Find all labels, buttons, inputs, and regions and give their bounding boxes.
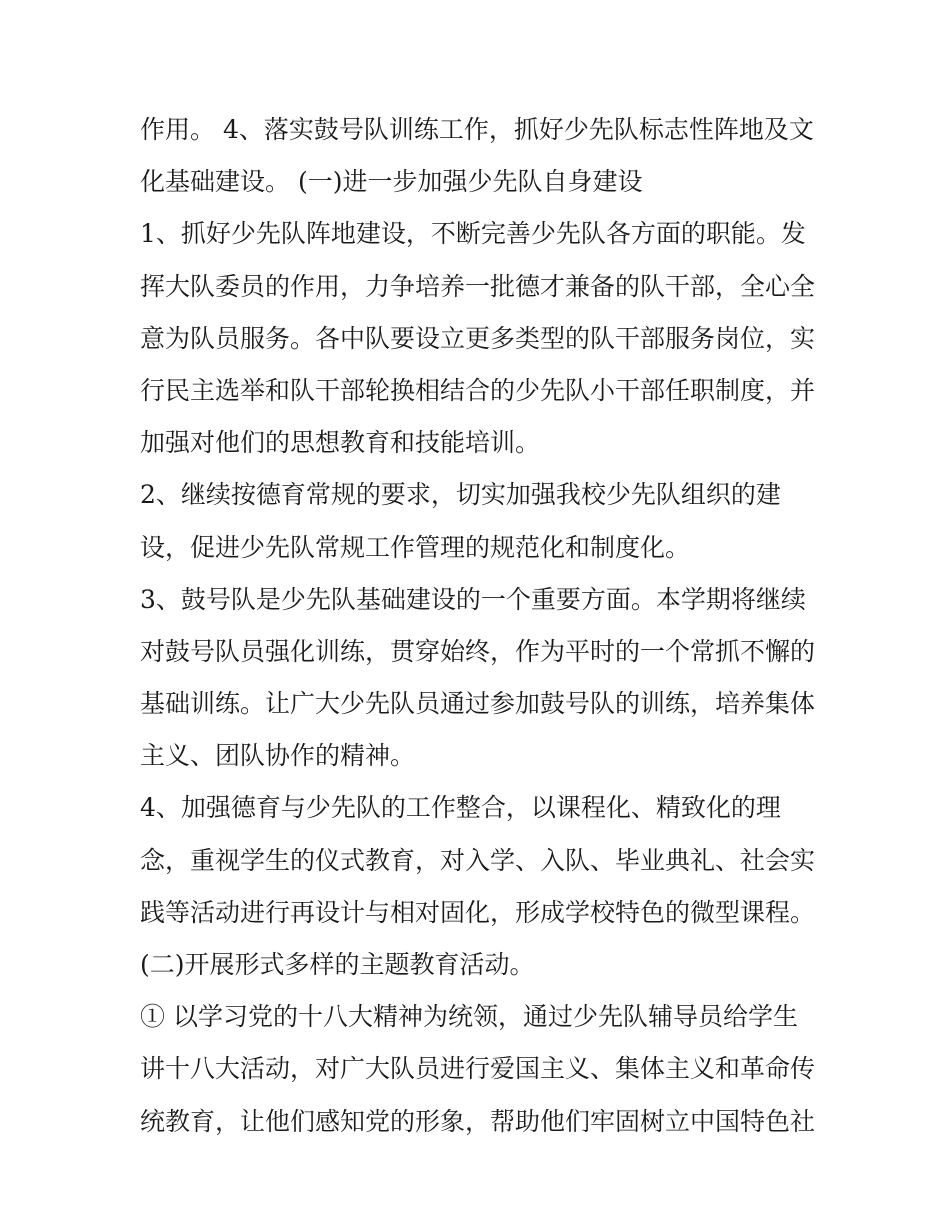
text-line: 主义、团队协作的精神。 (140, 741, 416, 771)
text-line: 挥大队委员的作用，力争培养一批德才兼备的队干部，全心全 (140, 271, 816, 301)
text-line: 3、鼓号队是少先队基础建设的一个重要方面。本学期将继续 (140, 584, 806, 614)
text-line: 作用。 4、落实鼓号队训练工作，抓好少先队标志性阵地及文 (140, 115, 814, 144)
text-line: 行民主选举和队干部轮换相结合的少先队小干部任职制度，并 (140, 375, 816, 405)
text-line: 4、加强德育与少先队的工作整合，以课程化、精致化的理 (140, 793, 781, 823)
text-line: 对鼓号队员强化训练，贯穿始终，作为平时的一个常抓不懈的 (140, 636, 816, 666)
text-line: ① 以学习党的十八大精神为统领，通过少先队辅导员给学生 (140, 1002, 798, 1032)
document-body (140, 104, 830, 1148)
text-line: 讲十八大活动，对广大队员进行爱国主义、集体主义和革命传 (140, 1054, 816, 1084)
text-line: 1、抓好少先队阵地建设，不断完善少先队各方面的职能。发 (140, 219, 806, 249)
text-line: 统教育，让他们感知党的形象，帮助他们牢固树立中国特色社 (140, 1106, 816, 1136)
text-line: (二)开展形式多样的主题教育活动。 (140, 950, 535, 979)
text-line: 践等活动进行再设计与相对固化，形成学校特色的微型课程。 (140, 897, 816, 927)
text-line: 2、继续按德育常规的要求，切实加强我校少先队组织的建 (140, 480, 781, 510)
text-line: 加强对他们的思想教育和技能培训。 (140, 428, 541, 458)
text-line: 念，重视学生的仪式教育，对入学、入队、毕业典礼、社会实 (140, 845, 816, 875)
text-line: 化基础建设。 (一)进一步加强少先队自身建设 (140, 167, 643, 197)
text-line: 意为队员服务。各中队要设立更多类型的队干部服务岗位，实 (140, 323, 816, 353)
text-line: 基础训练。让广大少先队员通过参加鼓号队的训练，培养集体 (140, 689, 816, 719)
text-line: 设，促进少先队常规工作管理的规范化和制度化。 (140, 532, 691, 562)
